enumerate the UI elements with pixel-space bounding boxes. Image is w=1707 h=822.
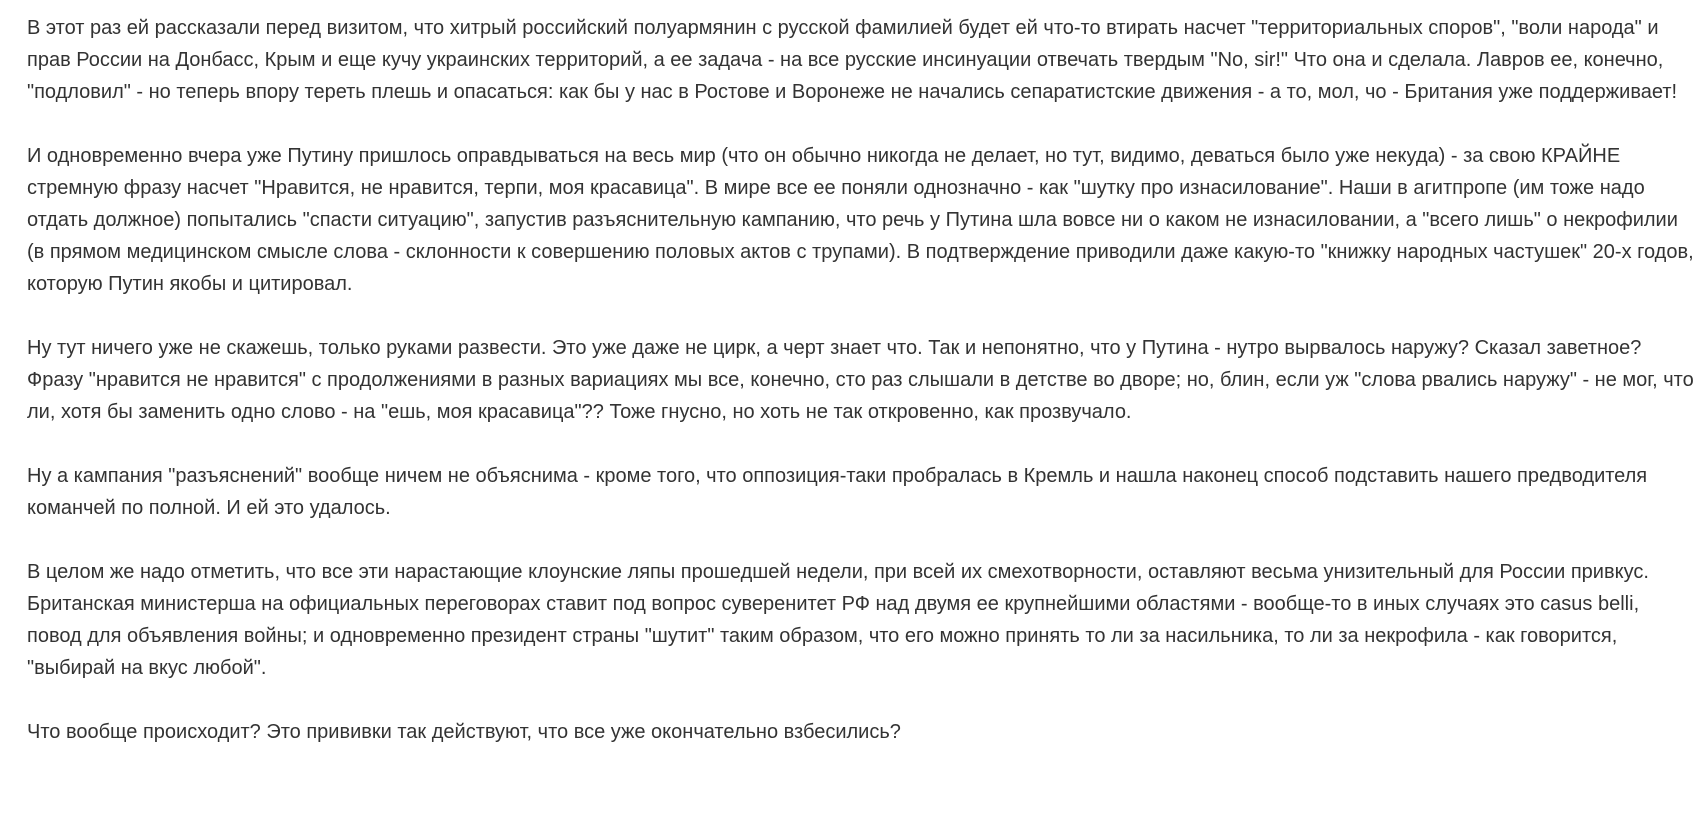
article-paragraph-5: В целом же надо отметить, что все эти нарастающие клоунские ляпы прошедшей недели, при всей их смехотворности, оставляют весьма унизительный для России привкус. Британская министерша на официальных переговорах ставит под вопрос суверенитет РФ над двумя ее крупнейшими областями - вообще-то в иных случаях это casus belli, повод для объявления войны; и одновременно президент страны "шутит" таким образом, что его можно принять то ли за насильника, то ли за некрофила - как говорится, "выбирай на вкус любой". bbox=[27, 561, 1649, 679]
article-body bbox=[27, 12, 1695, 748]
article-paragraph-6: Что вообще происходит? Это прививки так действуют, что все уже окончательно взбесились? bbox=[27, 721, 901, 743]
article-paragraph-4: Ну а кампания "разъяснений" вообще ничем не объяснима - кроме того, что оппозиция-таки пробралась в Кремль и нашла наконец способ подставить нашего предводителя команчей по полной. И ей это удалось. bbox=[27, 465, 1648, 519]
article-paragraph-3: Ну тут ничего уже не скажешь, только руками развести. Это уже даже не цирк, а черт знает что. Так и непонятно, что у Путина - нутро вырвалось наружу? Сказал заветное? Фразу "нравится не нравится" с продолжениями в разных вариациях мы все, конечно, сто раз слышали в детстве во дворе; но, блин, если уж "слова рвались наружу" - не мог, что ли, хотя бы заменить одно слово - на "ешь, моя красавица"?? Тоже гнусно, но хоть не так откровенно, как прозвучало. bbox=[27, 337, 1694, 423]
article-paragraph-2: И одновременно вчера уже Путину пришлось оправдываться на весь мир (что он обычно никогда не делает, но тут, видимо, деваться было уже некуда) - за свою КРАЙНЕ стремную фразу насчет "Нравится, не нравится, терпи, моя красавица". В мире все ее поняли однозначно - как "шутку про изнасилование". Наши в агитпропе (им тоже надо отдать должное) попытались "спасти ситуацию", запустив разъяснительную кампанию, что речь у Путина шла вовсе ни о каком не изнасиловании, а "всего лишь" о некрофилии (в прямом медицинском смысле слова - склонности к совершению половых актов с трупами). В подтверждение приводили даже какую-то "книжку народных частушек" 20-х годов, которую Путин якобы и цитировал. bbox=[27, 145, 1694, 295]
article-paragraph-1: В этот раз ей рассказали перед визитом, что хитрый российский полуармянин с русской фамилией будет ей что-то втирать насчет "территориальных споров", "воли народа" и прав России на Донбасс, Крым и еще кучу украинских территорий, а ее задача - на все русские инсинуации отвечать твердым "No, sir!" Что она и сделала. Лавров ее, конечно, "подловил" - но теперь впору тереть плешь и опасаться: как бы у нас в Ростове и Воронеже не начались сепаратистские движения - а то, мол, чо - Британия уже поддерживает! bbox=[27, 17, 1678, 103]
